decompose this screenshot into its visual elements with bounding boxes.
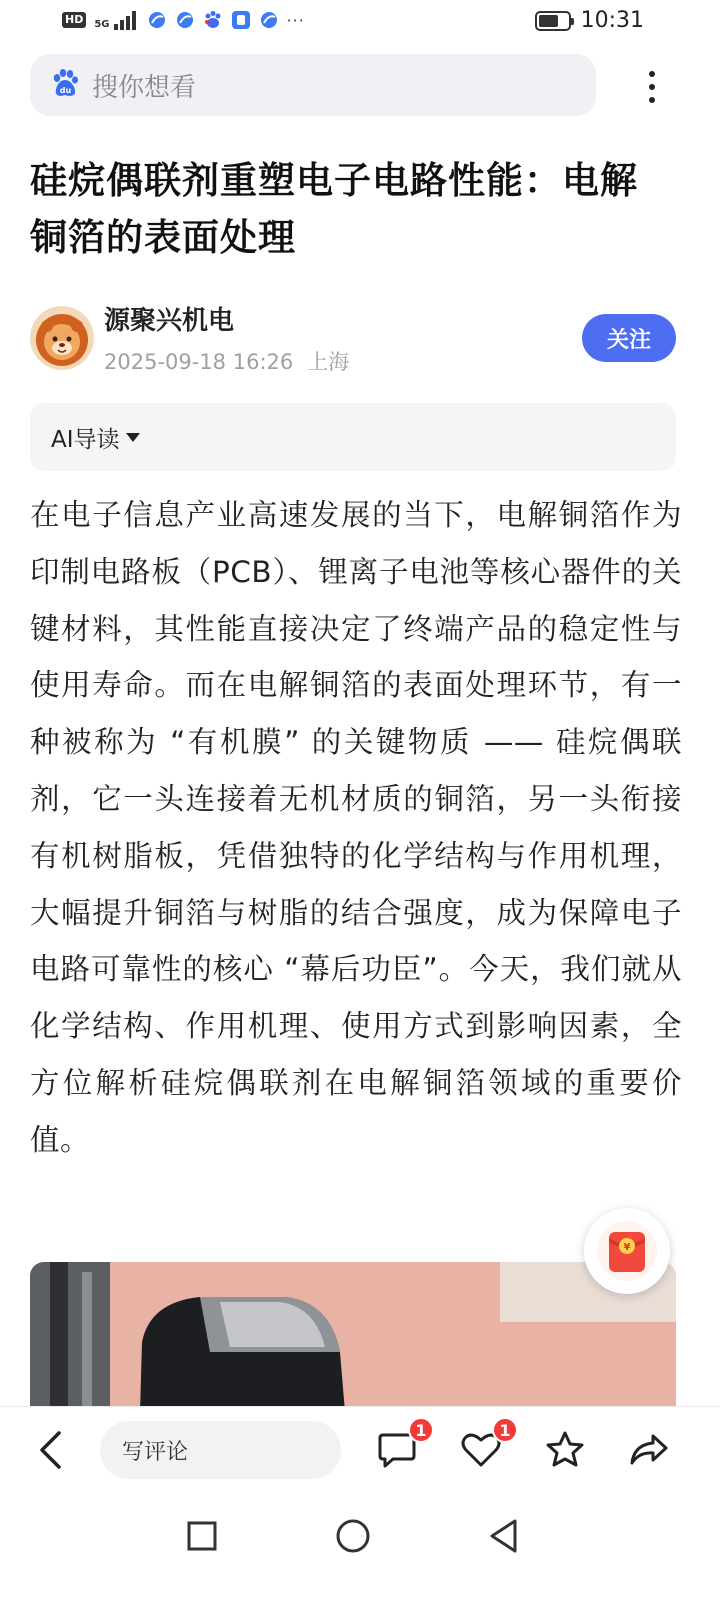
- battery-level: [539, 15, 559, 27]
- hd-indicator: HD: [62, 12, 86, 28]
- app-icon: [231, 10, 251, 30]
- like-button[interactable]: [456, 1420, 511, 1475]
- back-nav-icon[interactable]: [478, 1510, 530, 1562]
- like-count-badge: 1: [492, 1417, 518, 1443]
- more-options-icon[interactable]: [632, 62, 672, 112]
- article-image[interactable]: [30, 1262, 676, 1412]
- browser-app-icon: [259, 10, 279, 30]
- system-navigation-bar: [0, 1496, 720, 1600]
- recent-apps-icon[interactable]: [176, 1510, 228, 1562]
- baidu-logo-icon: [50, 68, 80, 102]
- browser-app-icon: [175, 10, 195, 30]
- follow-button[interactable]: 关注: [582, 314, 676, 362]
- comment-input[interactable]: 写评论: [100, 1421, 341, 1479]
- publish-location: 上海: [307, 350, 350, 374]
- svg-text:¥: ¥: [623, 1242, 631, 1253]
- network-label: 5G: [94, 19, 110, 30]
- avatar[interactable]: [30, 306, 94, 370]
- search-bar[interactable]: [30, 54, 596, 116]
- back-button[interactable]: [30, 1425, 70, 1475]
- author-name[interactable]: 源聚兴机电: [104, 306, 235, 336]
- clock: 10:31: [580, 8, 644, 33]
- comment-count-badge: 1: [408, 1417, 434, 1443]
- red-envelope-icon[interactable]: [584, 1208, 670, 1294]
- signal-icon: [94, 10, 138, 30]
- favorite-star-icon[interactable]: [540, 1425, 590, 1475]
- status-right: [535, 8, 644, 33]
- svg-text:du: du: [59, 86, 72, 95]
- article-meta: [104, 346, 349, 376]
- caret-down-icon: [126, 433, 140, 442]
- ai-guide-label: AI导读: [51, 426, 120, 453]
- battery-icon: [535, 11, 571, 31]
- status-bar: [0, 0, 720, 48]
- share-icon[interactable]: [624, 1425, 674, 1475]
- comment-button[interactable]: [372, 1420, 427, 1475]
- status-left: [62, 10, 305, 30]
- more-notifications-icon: ···: [286, 10, 305, 30]
- article-body: 在电子信息产业高速发展的当下，电解铜箔作为印制电路板（PCB）、锂离子电池等核心器件的关键材料，其性能直接决定了终端产品的稳定性与使用寿命。而在电解铜箔的表面处理环节，有一种被称为 “有机膜” 的关键物质 —— 硅烷偶联剂，它一头连接着无机材质的铜箔，另一头衔接有机树脂板，凭借独特的化学结构与作用机理，大幅提升铜箔与树脂的结合强度，成为保障电子电路可靠性的核心 “幕后功臣”。今天，我们就从化学结构、作用机理、使用方式到影响因素，全方位解析硅烷偶联剂在电解铜箔领域的重要价值。: [30, 498, 682, 1157]
- ai-guide-toggle[interactable]: [30, 403, 676, 471]
- article-title: 硅烷偶联剂重塑电子电路性能：电解铜箔的表面处理: [30, 159, 638, 259]
- bottom-action-bar: [0, 1406, 720, 1496]
- publish-date: 2025-09-18 16:26: [104, 350, 294, 374]
- baidu-app-icon: [203, 10, 223, 30]
- search-input[interactable]: 搜你想看: [92, 72, 197, 103]
- home-icon[interactable]: [327, 1510, 379, 1562]
- browser-app-icon: [147, 10, 167, 30]
